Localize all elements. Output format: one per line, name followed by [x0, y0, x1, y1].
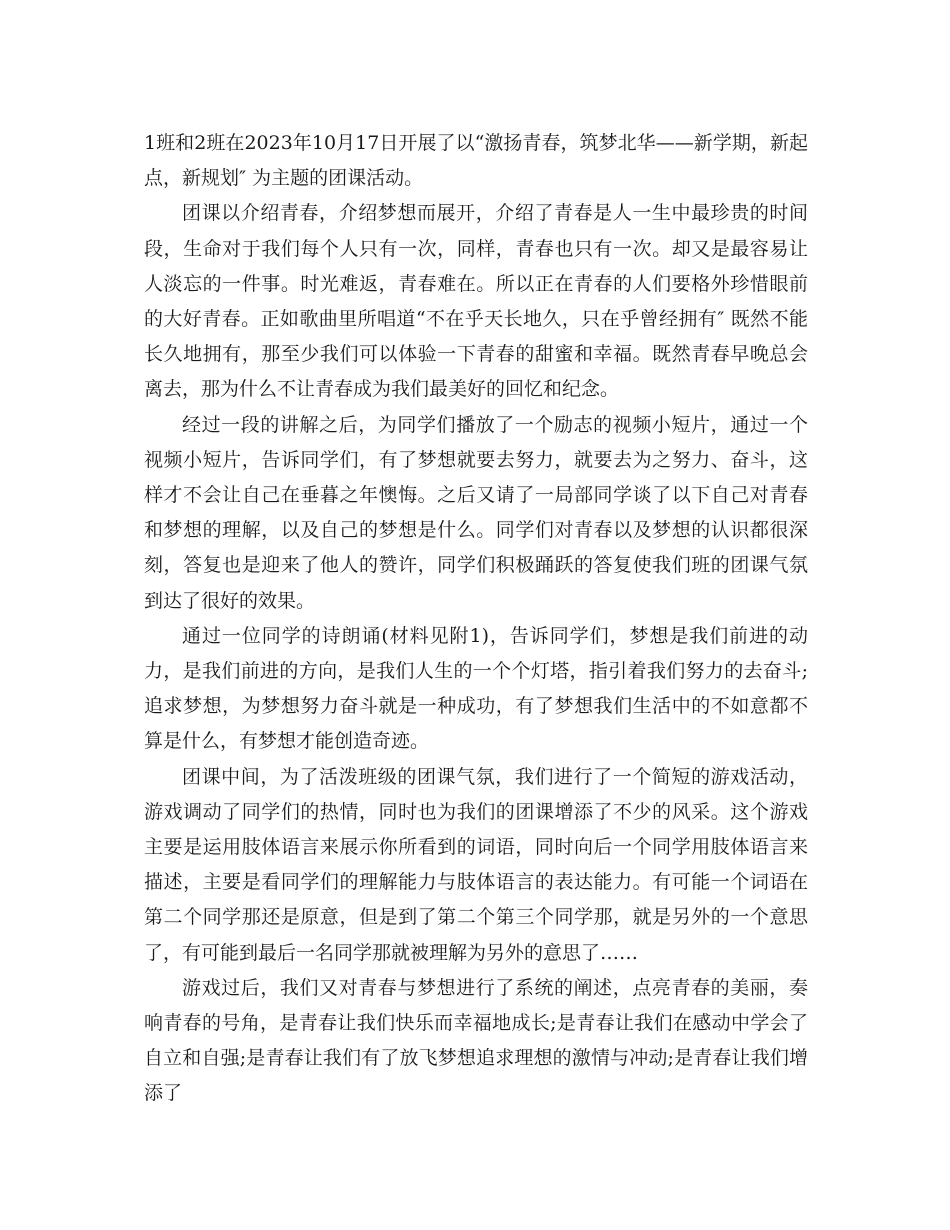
paragraph-youth: 团课以介绍青春，介绍梦想而展开，介绍了青春是人一生中最珍贵的时间段，生命对于我们每个人只有一次，同样，青春也只有一次。却又是最容易让人淡忘的一件事。时光难返，青春难在。所以正在青春的人们要格外珍惜眼前的大好青春。正如歌曲里所唱道“不在乎天长地久，只在乎曾经拥有″ 既然不能长久地拥有，那至少我们可以体验一下青春的甜蜜和幸福。既然青春早晚总会离去，那为什么不让青春成为我们最美好的回忆和纪念。	[144, 202, 808, 401]
paragraph-video: 经过一段的讲解之后，为同学们播放了一个励志的视频小短片，通过一个视频小短片，告诉同学们，有了梦想就要去努力，就要去为之努力、奋斗，这样才不会让自己在垂暮之年懊悔。之后又请了一局部同学谈了以下自己对青春和梦想的理解，以及自己的梦想是什么。同学们对青春以及梦想的认识都很深刻，答复也是迎来了他人的赞许，同学们积极踊跃的答复使我们班的团课气氛到达了很好的效果。	[144, 413, 808, 612]
paragraph-summary: 游戏过后，我们又对青春与梦想进行了系统的阐述，点亮青春的美丽，奏响青春的号角，是青春让我们快乐而幸福地成长;是青春让我们在感动中学会了自立和自强;是青春让我们有了放飞梦想追求理想的激情与冲动;是青春让我们增添了	[144, 976, 808, 1105]
paragraph-poem: 通过一位同学的诗朗诵(材料见附1)，告诉同学们，梦想是我们前进的动力，是我们前进的方向，是我们人生的一个个灯塔，指引着我们努力的去奋斗;追求梦想，为梦想努力奋斗就是一种成功，有了梦想我们生活中的不如意都不算是什么，有梦想才能创造奇迹。	[144, 624, 808, 753]
document-body	[144, 126, 808, 1112]
paragraph-game: 团课中间，为了活泼班级的团课气氛，我们进行了一个简短的游戏活动，游戏调动了同学们的热情，同时也为我们的团课增添了不少的风采。这个游戏主要是运用肢体语言来展示你所看到的词语，同时向后一个同学用肢体语言来描述，主要是看同学们的理解能力与肢体语言的表达能力。有可能一个词语在第二个同学那还是原意，但是到了第二个第三个同学那，就是另外的一个意思了，有可能到最后一名同学那就被理解为另外的意思了……	[144, 765, 808, 964]
paragraph-intro: 1班和2班在2023年10月17日开展了以“激扬青春，筑梦北华——新学期，新起点，新规划″ 为主题的团课活动。	[144, 132, 808, 190]
